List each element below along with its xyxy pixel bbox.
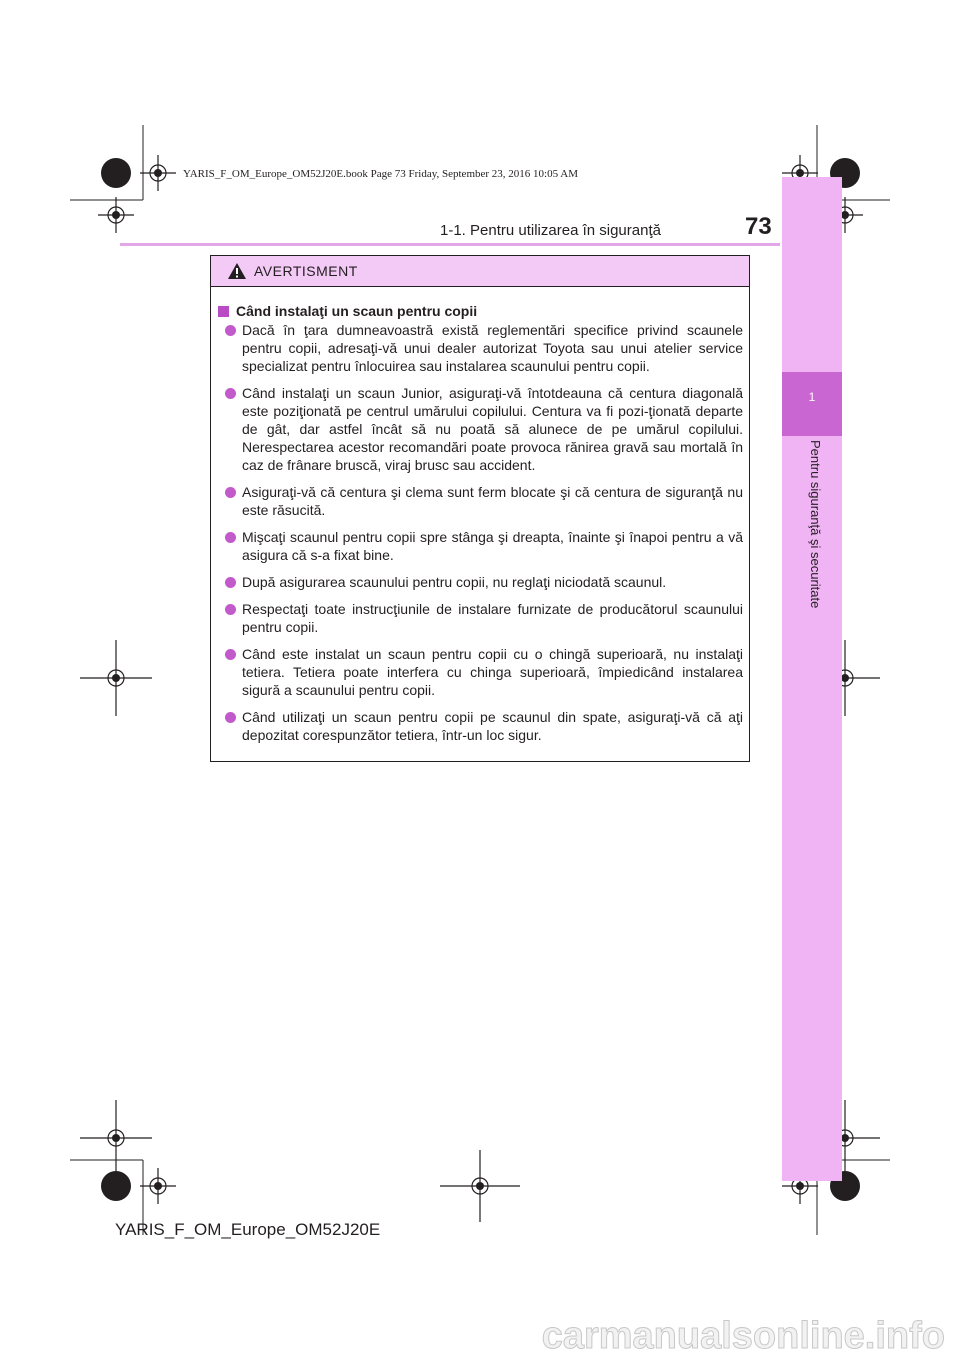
- list-item: Respectaţi toate instrucţiunile de instalare furnizate de producătorul scaunului pentru copii.: [224, 600, 743, 636]
- header-rule: [120, 243, 780, 246]
- list-item: Asiguraţi-vă că centura şi clema sunt ferm blocate şi că centura de siguranţă nu este răsucită.: [224, 483, 743, 519]
- watermark-text: carmanualsonline.info: [541, 1315, 945, 1357]
- warning-subheading-text: Când instalaţi un scaun pentru copii: [236, 303, 478, 319]
- list-item: Când instalaţi un scaun Junior, asiguraţi-vă întotdeauna că centura diagonală este poziţionată pe centrul umărului copilului. Centura va fi pozi-ţionată departe de gât, dar astfel încât să nu poată să alunece de pe umărul copilului. Nerespectarea acestor recomandări poate provoca rănirea gravă sau mortală în caz de frânare bruscă, viraj brusc sau accident.: [224, 384, 743, 474]
- warning-triangle-icon: [227, 262, 247, 280]
- chapter-side-tab: [782, 177, 842, 1181]
- bullet-icon: [225, 577, 236, 588]
- document-id: YARIS_F_OM_Europe_OM52J20E: [115, 1220, 381, 1239]
- square-bullet-icon: [218, 306, 229, 317]
- book-file-info: YARIS_F_OM_Europe_OM52J20E.book Page 73 Friday, September 23, 2016 10:05 AM: [183, 168, 578, 180]
- chapter-number-block: [782, 372, 842, 436]
- list-item: Mişcaţi scaunul pentru copii spre stânga şi dreapta, înainte şi înapoi pentru a vă asigura că s-a fixat bine.: [224, 528, 743, 564]
- bullet-icon: [225, 325, 236, 336]
- bullet-icon: [225, 532, 236, 543]
- bullet-icon: [225, 388, 236, 399]
- list-item: Când este instalat un scaun pentru copii cu o chingă superioară, nu instalaţi tetiera. Tetiera poate interfera cu chinga superioară, împiedicând instalarea sigură a scaunului pentru copii.: [224, 645, 743, 699]
- bullet-icon: [225, 712, 236, 723]
- list-item: După asigurarea scaunului pentru copii, nu reglaţi niciodată scaunul.: [224, 573, 743, 591]
- warning-list: [224, 321, 743, 753]
- section-title: 1-1. Pentru utilizarea în siguranţă: [440, 222, 661, 239]
- chapter-title-vertical: Pentru siguranţă şi securitate: [808, 440, 823, 609]
- warning-title: AVERTISMENT: [254, 263, 358, 279]
- watermark-logo: [0, 1300, 960, 1358]
- list-item: Când utilizaţi un scaun pentru copii pe scaunul din spate, asiguraţi-vă că aţi depozitat corespunzător tetiera, într-un loc sigur.: [224, 708, 743, 744]
- list-item: Dacă în ţara dumneavoastră există reglementări specifice privind scaunele pentru copii, adresaţi-vă unui dealer autorizat Toyota sau unui atelier service specializat pentru înlocuirea sau instalarea scaunului pentru copii.: [224, 321, 743, 375]
- bullet-icon: [225, 649, 236, 660]
- page-number: 73: [745, 213, 772, 240]
- bullet-icon: [225, 487, 236, 498]
- bullet-icon: [225, 604, 236, 615]
- warning-subheading: [218, 303, 477, 319]
- chapter-number: 1: [808, 390, 816, 404]
